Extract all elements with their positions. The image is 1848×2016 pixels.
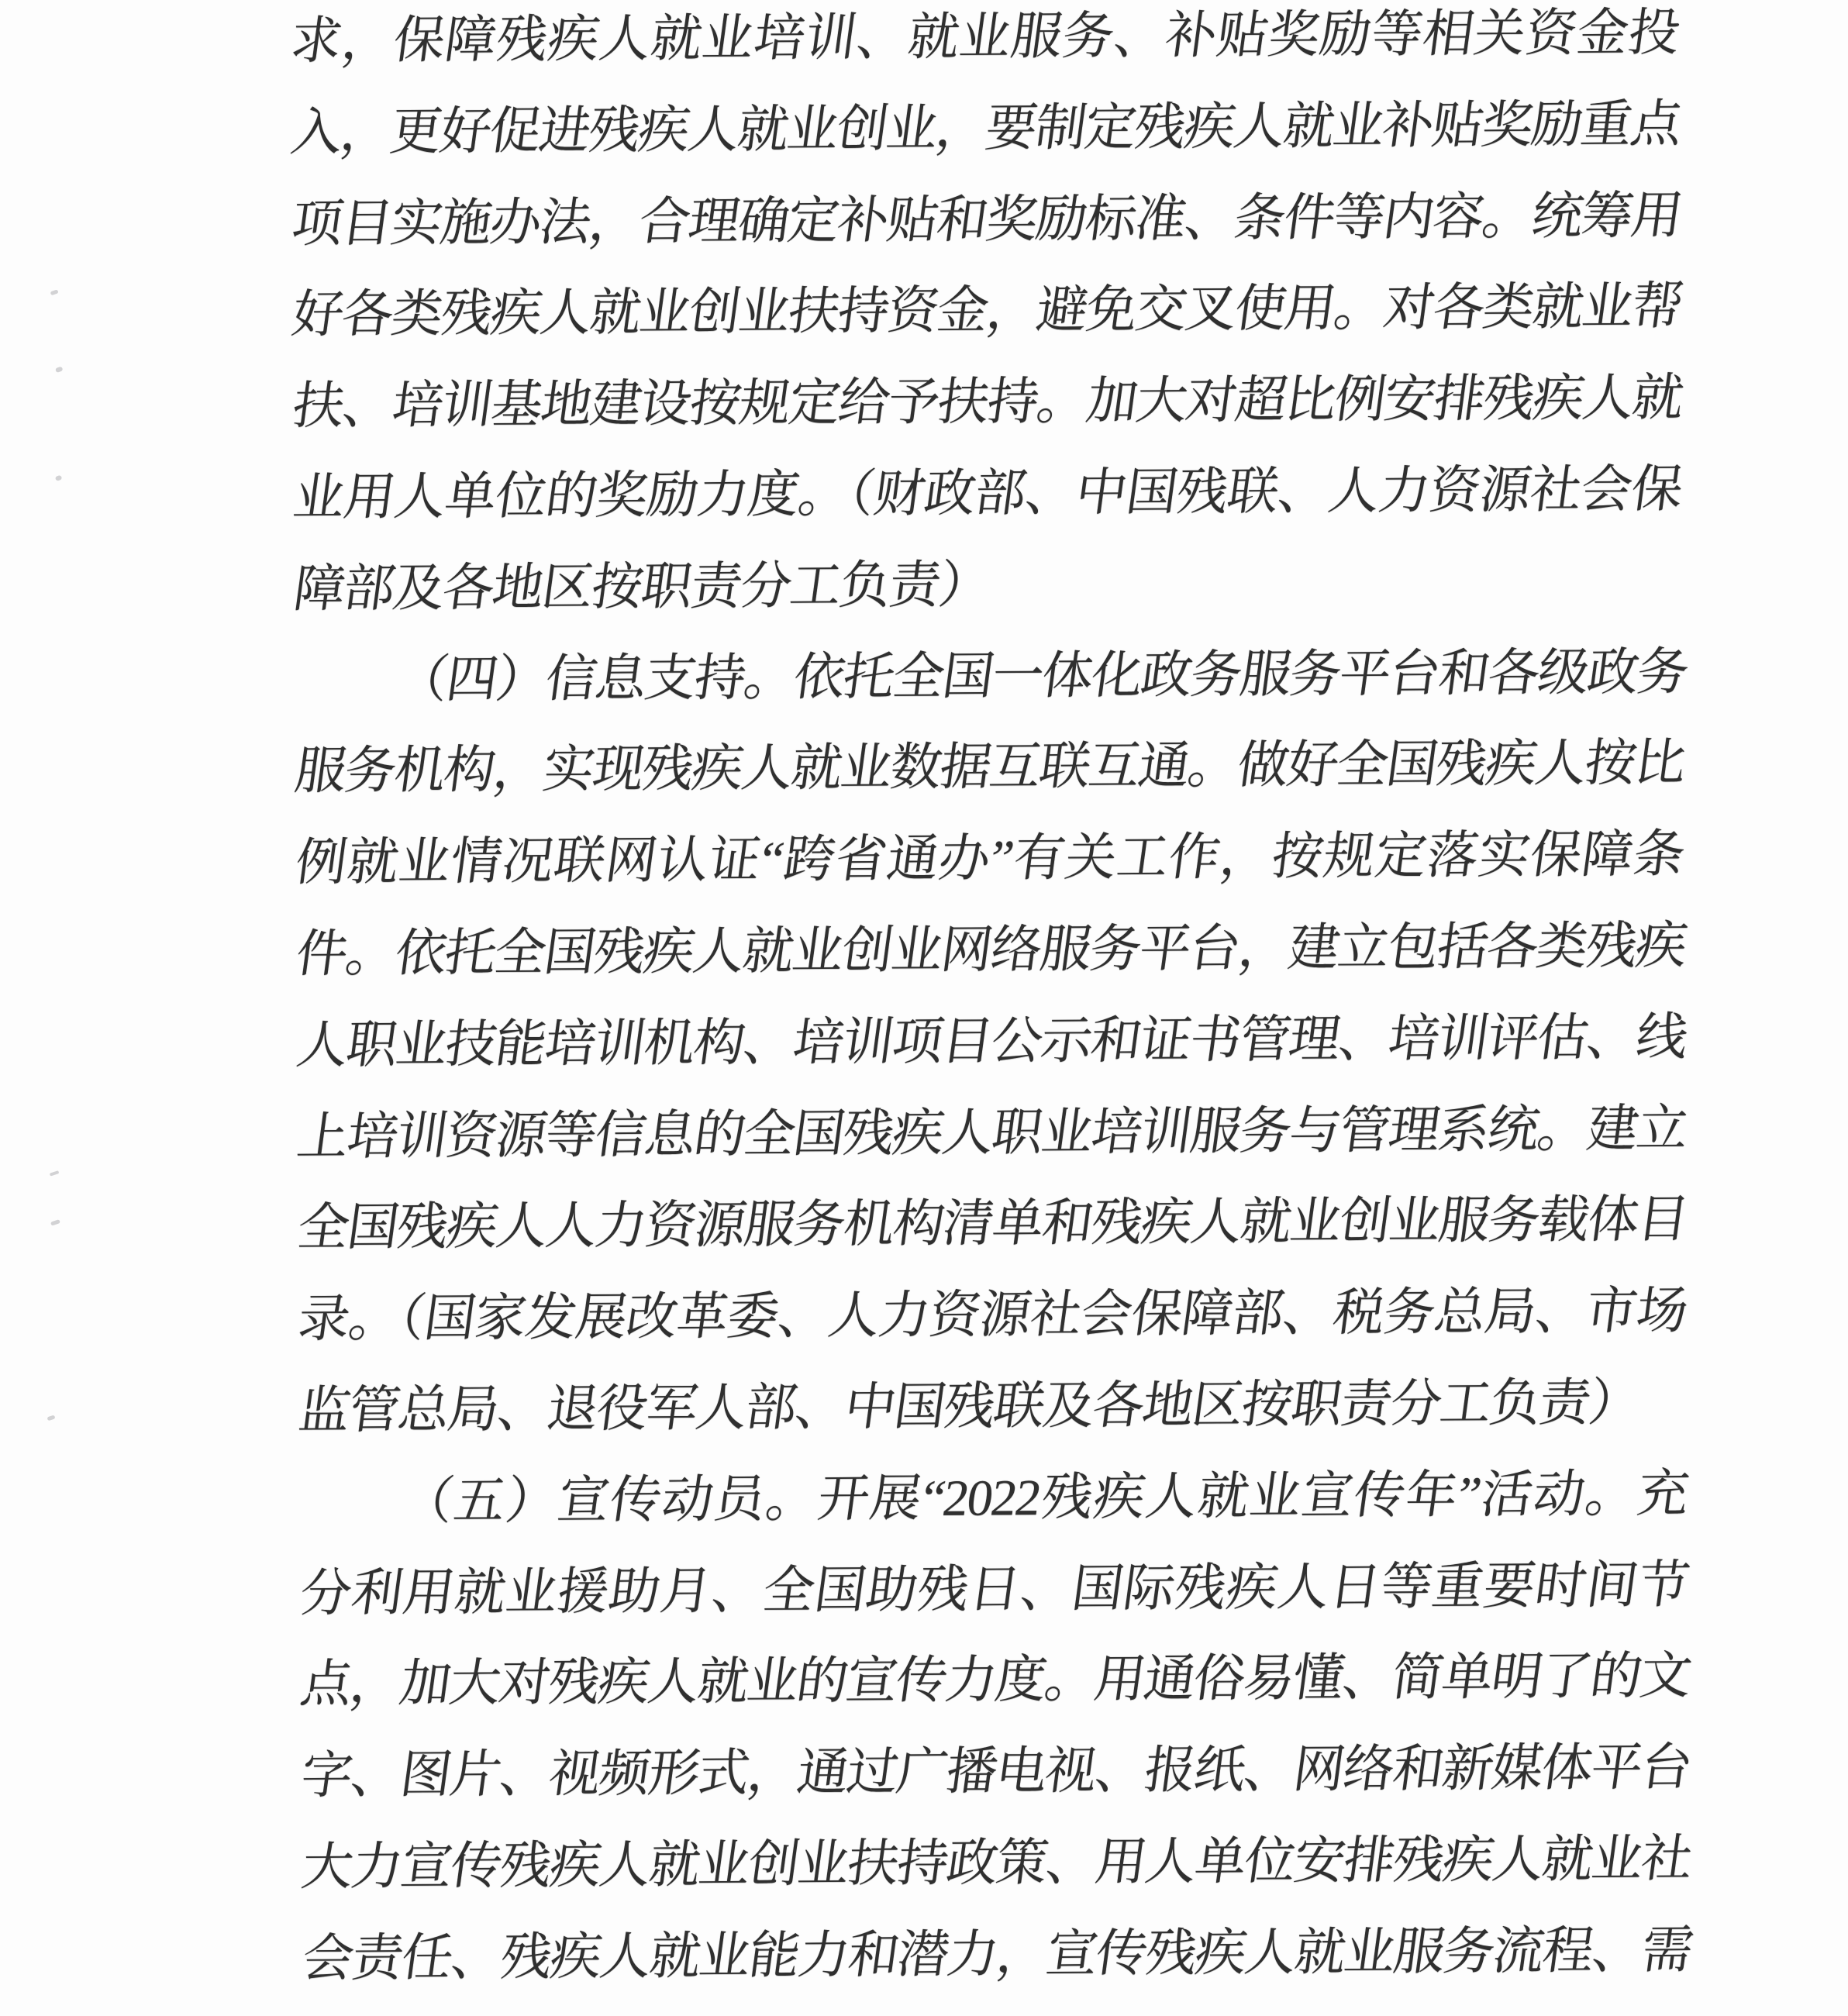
- text-line-11: 件。依托全国残疾人就业创业网络服务平台，建立包括各类残疾: [292, 917, 1690, 983]
- text-line-12: 人职业技能培训机构、培训项目公示和证书管理、培训评估、线: [293, 1008, 1691, 1074]
- text-line-21: 大力宣传残疾人就业创业扶持政策、用人单位安排残疾人就业社: [298, 1830, 1695, 1896]
- text-line-1: 求，保障残疾人就业培训、就业服务、补贴奖励等相关资金投: [287, 5, 1683, 70]
- text-line-13: 上培训资源等信息的全国残疾人职业培训服务与管理系统。建立: [293, 1100, 1691, 1166]
- document-text-block: [287, 0, 1696, 2004]
- text-line-8: （四）信息支持。依托全国一体化政务服务平台和各级政务: [393, 643, 1691, 708]
- text-line-16: 监管总局、退役军人部、中国残联及各地区按职责分工负责）: [295, 1374, 1643, 1439]
- text-line-10: 例就业情况联网认证“跨省通办”有关工作，按规定落实保障条: [291, 826, 1688, 892]
- text-line-22: 会责任、残疾人就业能力和潜力，宣传残疾人就业服务流程、需: [298, 1921, 1696, 1987]
- text-line-17: （五）宣传动员。开展“2022残疾人就业宣传年”活动。充: [398, 1465, 1691, 1530]
- text-line-15: 录。（国家发展改革委、人力资源社会保障部、税务总局、市场: [295, 1283, 1691, 1349]
- text-line-20: 字、图片、视频形式，通过广播电视、报纸、网络和新媒体平台: [297, 1739, 1695, 1805]
- text-line-19: 点，加大对残疾人就业的宣传力度。用通俗易懂、简单明了的文: [297, 1648, 1695, 1714]
- text-line-9: 服务机构，实现残疾人就业数据互联互通。做好全国残疾人按比: [291, 735, 1688, 801]
- text-line-6: 业用人单位的奖励力度。（财政部、中国残联、人力资源社会保: [289, 460, 1685, 526]
- scan-speck-5: [50, 1219, 60, 1226]
- text-line-3: 项目实施办法，合理确定补贴和奖励标准、条件等内容。统筹用: [288, 187, 1685, 253]
- text-line-14: 全国残疾人人力资源服务机构清单和残疾人就业创业服务载体目: [294, 1191, 1691, 1257]
- text-line-5: 扶、培训基地建设按规定给予扶持。加大对超比例安排残疾人就: [289, 370, 1686, 436]
- scan-speck-4: [50, 1170, 60, 1177]
- scan-speck-2: [55, 367, 63, 374]
- text-line-7: 障部及各地区按职责分工负责）: [290, 557, 993, 618]
- text-line-2: 入，更好促进残疾人就业创业，要制定残疾人就业补贴奖励重点: [288, 95, 1684, 161]
- scan-speck-3: [55, 475, 62, 481]
- text-line-4: 好各类残疾人就业创业扶持资金，避免交叉使用。对各类就业帮: [288, 278, 1686, 344]
- text-line-18: 分利用就业援助月、全国助残日、国际残疾人日等重要时间节: [296, 1556, 1692, 1622]
- scan-speck-1: [50, 289, 59, 295]
- scan-speck-6: [47, 1415, 55, 1421]
